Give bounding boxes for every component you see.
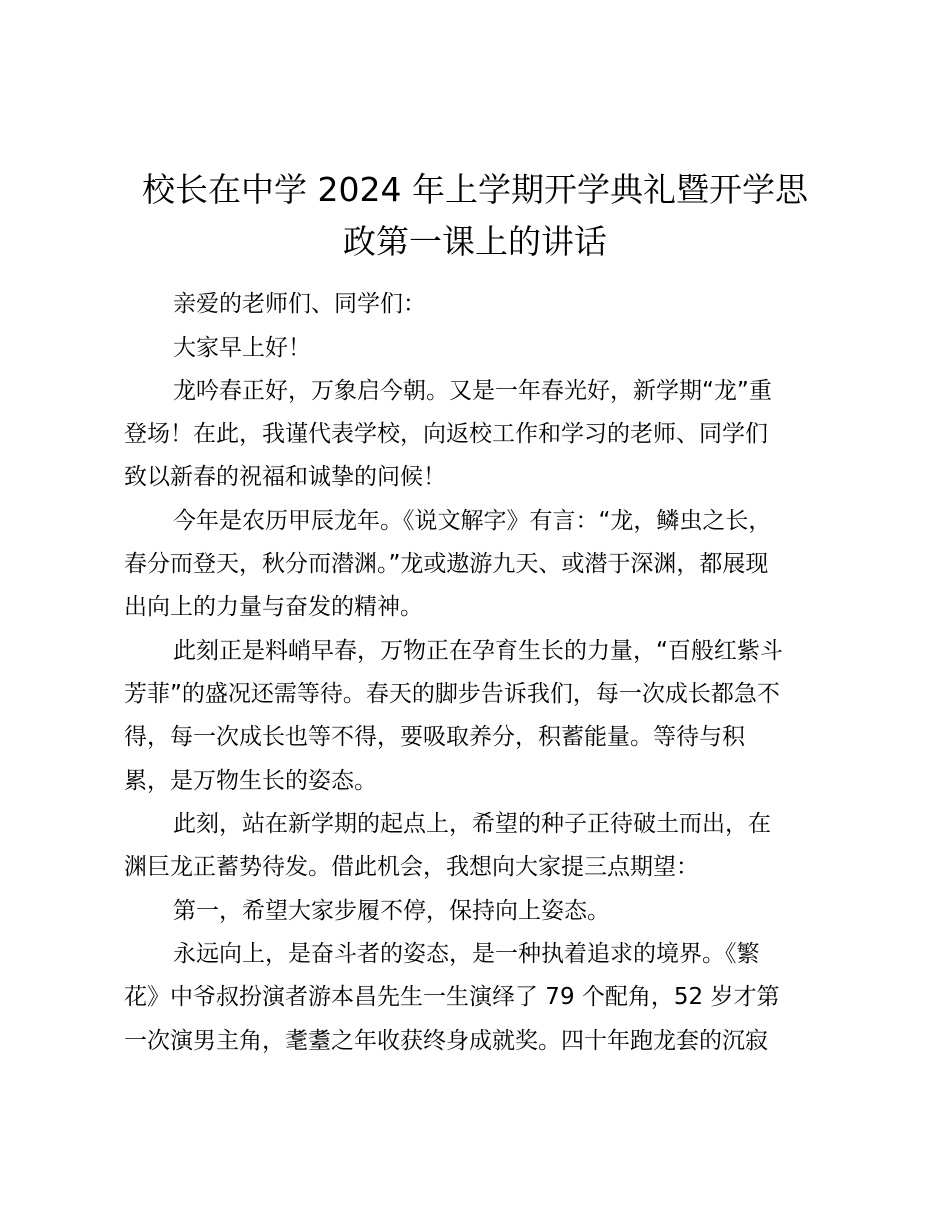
document-title-line-2: 政第一课上的讲话 [343,222,607,261]
text-line-9: 此刻正是料峭早春，万物正在孕育生长的力量，“百般红紫斗 [173,638,783,664]
text-line-2: 大家早上好！ [173,335,311,361]
text-line-13: 此刻，站在新学期的起点上，希望的种子正待破土而出，在 [173,811,771,837]
text-line-3: 龙吟春正好，万象启今朝。又是一年春光好，新学期“龙”重 [173,378,772,404]
text-line-1: 亲爱的老师们、同学们： [173,291,426,317]
text-line-6: 今年是农历甲辰龙年。《说文解字》有言：“龙，鳞虫之长， [173,508,772,534]
text-line-17: 花》中爷叔扮演者游本昌先生一生演绎了 79 个配角，52 岁才第 [124,984,780,1010]
text-line-11: 得，每一次成长也等不得，要吸取养分，积蓄能量。等待与积 [124,724,745,750]
text-line-10: 芳菲”的盛况还需等待。春天的脚步告诉我们，每一次成长都急不 [124,681,780,707]
text-line-15: 第一，希望大家步履不停，保持向上姿态。 [173,898,610,924]
text-line-5: 致以新春的祝福和诚挚的问候！ [124,464,446,490]
text-line-12: 累，是万物生长的姿态。 [124,768,377,794]
text-line-14: 渊巨龙正蓄势待发。借此机会，我想向大家提三点期望： [124,854,699,880]
text-line-4: 登场！在此，我谨代表学校，向返校工作和学习的老师、同学们 [124,421,768,447]
text-line-16: 永远向上，是奋斗者的姿态，是一种执着追求的境界。《繁 [173,941,760,967]
text-line-7: 春分而登天，秋分而潜渊。”龙或遨游九天、或潜于深渊，都展现 [124,551,769,577]
text-line-18: 一次演男主角，耄耋之年收获终身成就奖。四十年跑龙套的沉寂 [124,1028,768,1054]
document-title-line-1: 校长在中学 2024 年上学期开学典礼暨开学思 [142,170,808,209]
text-line-8: 出向上的力量与奋发的精神。 [124,594,423,620]
